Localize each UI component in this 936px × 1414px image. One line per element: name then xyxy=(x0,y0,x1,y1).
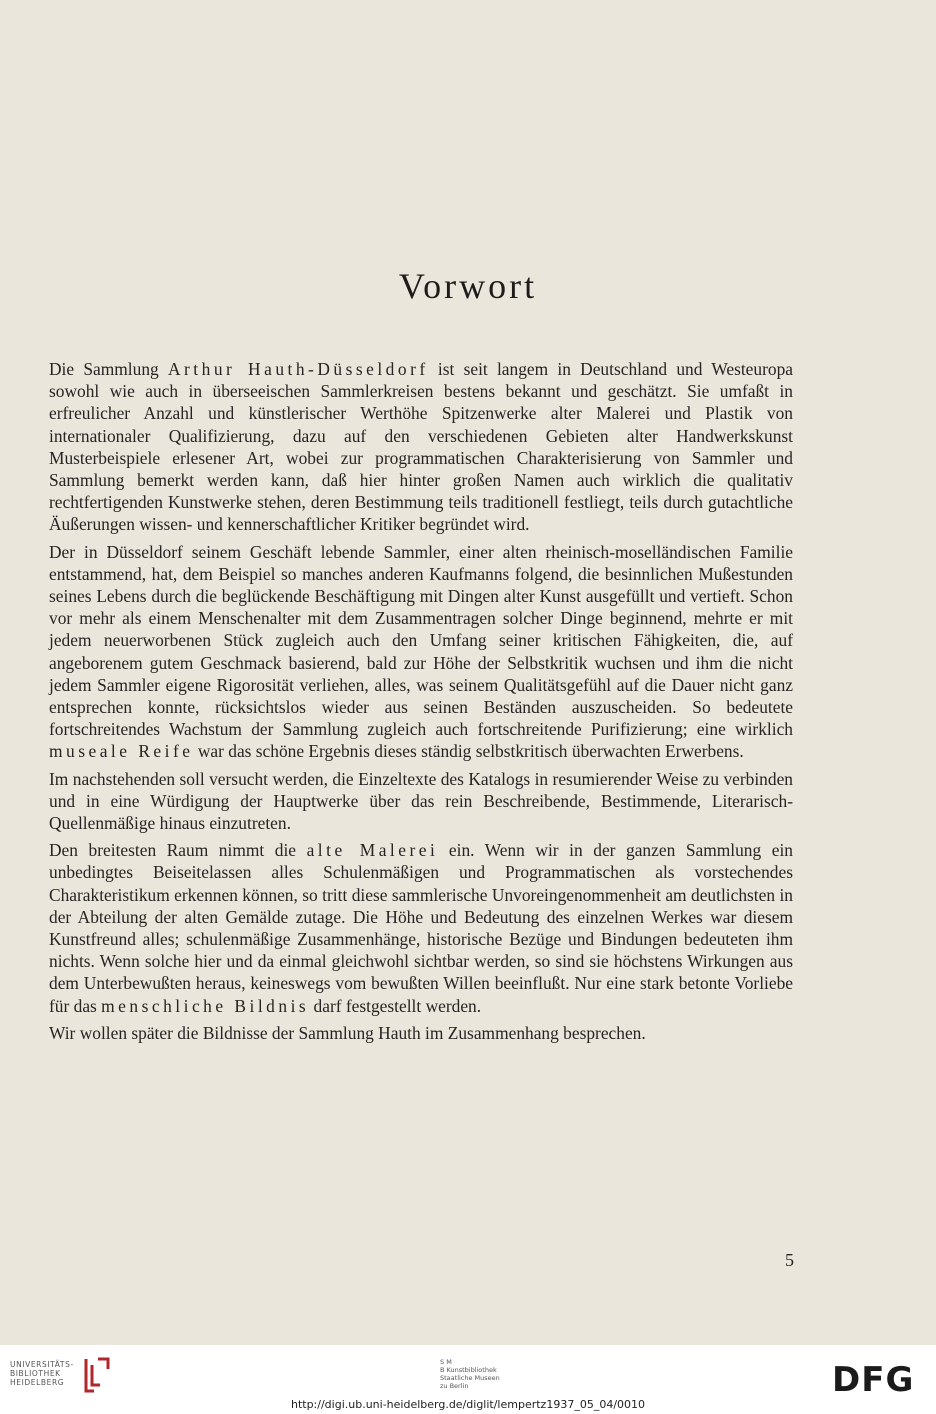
library-line: BIBLIOTHEK xyxy=(10,1369,61,1378)
paragraph-3 xyxy=(49,768,793,835)
spaced-name: Arthur Hauth-Düsseldorf xyxy=(167,359,429,379)
text: Der in Düsseldorf seinem Geschäft lebende Sammler, einer alten rheinisch-moselländischen Familie entstammend, hat, dem Beispiel so manches anderen Kaufmanns folgend, die besinnlichen Mußestunden seines Lebens durch die beglückende Beschäftigung mit Dingen alter Kunst ausgefüllt und vertieft. Schon vor mehr als einem Menschenalter mit dem Zusammentragen solcher Dinge beginnend, mehrte er mit jedem neuerworbenen Stück zugleich auch den Umfang seiner kritischen Fähigkeiten, die, auf angeborenem gutem Geschmack basierend, bald zur Höhe der Selbstkritik wuchsen und ihm die nicht jedem Sammler eigene Rigorosität verliehen, alles, was seinem Qualitätsgefühl auf die Dauer nicht ganz entsprechen konnte, rücksichtslos wieder aus seinen Beständen auszuscheiden. So bedeutete fortschreitendes Wachstum der Sammlung zugleich auch fortschreitende Purifizierung; eine wirklich xyxy=(49,541,793,740)
text: Im nachstehenden soll versucht werden, die Einzeltexte des Katalogs in resumierender Weise zu verbinden und in eine Würdigung der Hauptwerke über das rein Beschreibende, Bestimmende, Literarisch-Quellenmäßige hinaus einzutreten. xyxy=(49,768,793,834)
page-title: Vorwort xyxy=(398,266,538,306)
sm-line: Staatliche Museen xyxy=(440,1374,500,1382)
library-name[interactable] xyxy=(10,1360,74,1387)
spaced-emphasis: museale Reife xyxy=(49,741,194,762)
text: Die Sammlung xyxy=(49,359,168,379)
spaced-emphasis: alte Malerei xyxy=(306,840,439,861)
text: ein. Wenn wir in der ganzen Sammlung ein unbedingtes Beiseitelassen alles Schulenmäßigen und Programmatischen als vorstechendes Charakteristikum erkennen können, so tritt diese sammlerische Unvoreingenommenheit am deutlichsten in der Abteilung der alten Gemälde zutage. Die Höhe und Bedeutung des einzelnen Werkes war diesem Kunstfreund alles; schulenmäßige Zusammenhänge, historische Bezüge und Bindungen bedeuteten ihm nichts. Wenn solche hier und da einmal gleichwohl sichtbar werden, so sind sie höchstens Wirkungen aus dem Unterbewußten heraus, keineswegs vom bewußten Willen beeinflußt. Nur eine stark betonte Vorliebe für das xyxy=(49,840,793,1016)
text: ist seit langem in Deutschland und Westeuropa sowohl wie auch in überseeischen Sammlerkreisen bestens bekannt und geschätzt. Sie umfaßt in erfreulicher Anzahl und künstlerischer Werthöhe Spitzenwerke alter Malerei und Plastik von internationaler Qualifizierung, dazu auf den verschiedenen Gebieten alter Handwerkskunst Musterbeispiele erlesener Art, wobei zur programmatischen Charakterisierung von Sammler und Sammlung bemerkt werden kann, daß hier hinter großen Namen auch wirklich die qualitativ rechtfertigenden Kunstwerke stehen, deren Bestimmung teils traditionell festliegt, teils durch gutachtliche Äußerungen wissen- und kennerschaftlicher Kritiker begründet wird. xyxy=(49,359,793,535)
paragraph-2 xyxy=(49,541,793,763)
text: Wir wollen später die Bildnisse der Sammlung Hauth im Zusammenhang besprechen. xyxy=(49,1022,646,1043)
dfg-logo[interactable]: DFG xyxy=(832,1360,915,1400)
paragraph-4 xyxy=(49,839,793,1017)
spaced-emphasis: menschliche Bildnis xyxy=(101,995,310,1016)
paragraph-1 xyxy=(49,358,793,536)
page-number: 5 xyxy=(785,1250,794,1270)
text: darf festgestellt werden. xyxy=(309,995,482,1016)
paragraph-5 xyxy=(49,1022,793,1044)
library-line: UNIVERSITÄTS- xyxy=(10,1360,74,1369)
sm-line: zu Berlin xyxy=(440,1382,469,1390)
sm-line: B Kunstbibliothek xyxy=(440,1366,497,1374)
ub-heidelberg-logo-icon[interactable] xyxy=(82,1355,112,1395)
sm-line: S M xyxy=(440,1358,452,1366)
text: Den breitesten Raum nimmt die xyxy=(49,840,307,861)
body-text xyxy=(49,358,793,1049)
text: war das schöne Ergebnis dieses ständig selbstkritisch überwachten Erwerbens. xyxy=(193,741,744,762)
library-line: HEIDELBERG xyxy=(10,1378,65,1387)
sm-kunstbibliothek-logo[interactable] xyxy=(440,1358,500,1390)
source-url-link[interactable]: http://digi.ub.uni-heidelberg.de/diglit/lempertz1937_05_04/0010 xyxy=(290,1398,646,1411)
